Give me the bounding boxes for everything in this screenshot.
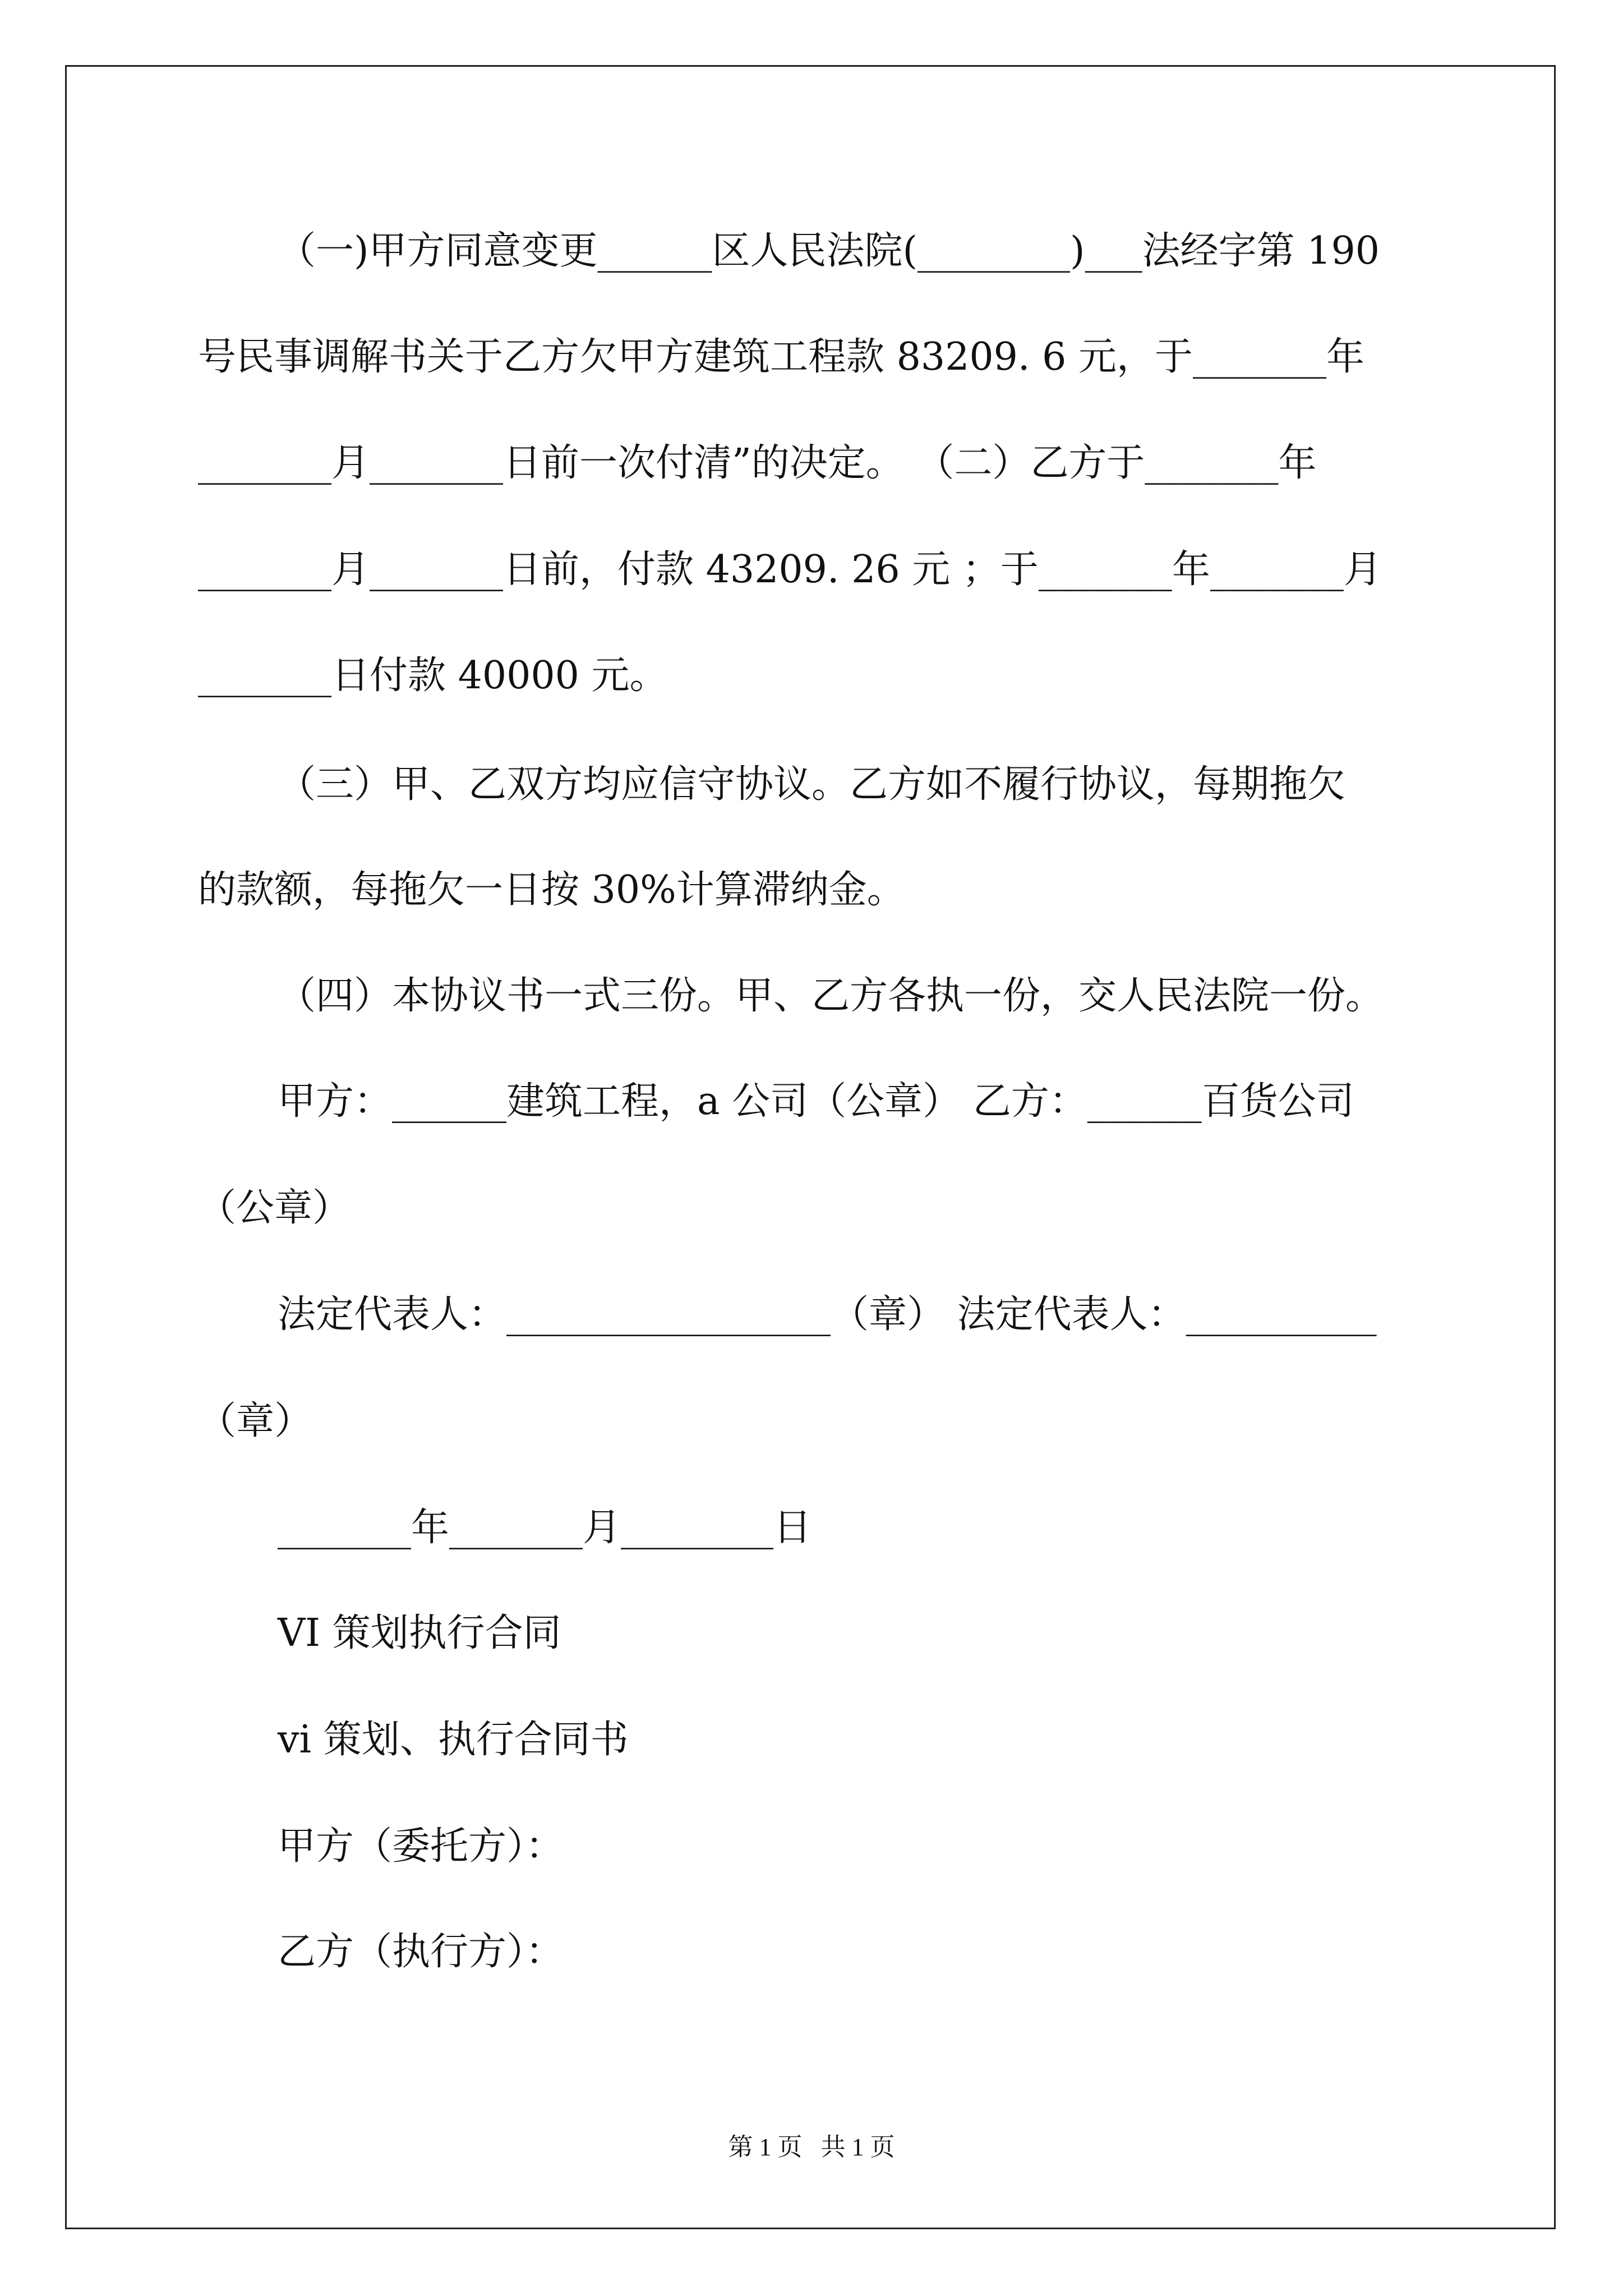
paragraph-line: VI 策划执行合同 xyxy=(278,1611,561,1655)
paragraph-line: _______年_______月________日 xyxy=(278,1506,812,1550)
paragraph-line: （公章） xyxy=(198,1186,351,1230)
paragraph-line: 乙方（执行方）： xyxy=(278,1930,564,1974)
page-number-footer: 第 1 页 共 1 页 xyxy=(728,2133,895,2161)
page-border xyxy=(65,65,1556,2229)
paragraph-line: 甲方：______建筑工程，a 公司（公章） 乙方：______百货公司 xyxy=(278,1079,1354,1124)
paragraph-line: 号民事调解书关于乙方欠甲方建筑工程款 83209. 6 元，于_______年 xyxy=(198,335,1365,379)
paragraph-line: _______月_______日前一次付清”的决定。 （二）乙方于_______年 xyxy=(198,441,1317,485)
paragraph-line: vi 策划、执行合同书 xyxy=(278,1718,629,1762)
paragraph-line: 甲方（委托方）： xyxy=(278,1824,564,1869)
paragraph-line: 法定代表人：_________________（章） 法定代表人：__________ xyxy=(278,1292,1377,1337)
paragraph-line: （章） xyxy=(198,1399,313,1443)
paragraph-line: （一)甲方同意变更______区人民法院(________)___法经字第 190 xyxy=(278,229,1380,273)
paragraph-line: _______日付款 40000 元。 xyxy=(198,654,668,698)
paragraph-line: （四）本协议书一式三份。甲、乙方各执一份，交人民法院一份。 xyxy=(278,974,1384,1018)
paragraph-line: （三）甲、乙双方均应信守协议。乙方如不履行协议，每期拖欠 xyxy=(278,762,1346,807)
paragraph-line: _______月_______日前，付款 43209. 26 元 ；于_______年_______月 xyxy=(198,547,1382,592)
paragraph-line: 的款额，每拖欠一日按 30%计算滞纳金。 xyxy=(198,868,905,912)
